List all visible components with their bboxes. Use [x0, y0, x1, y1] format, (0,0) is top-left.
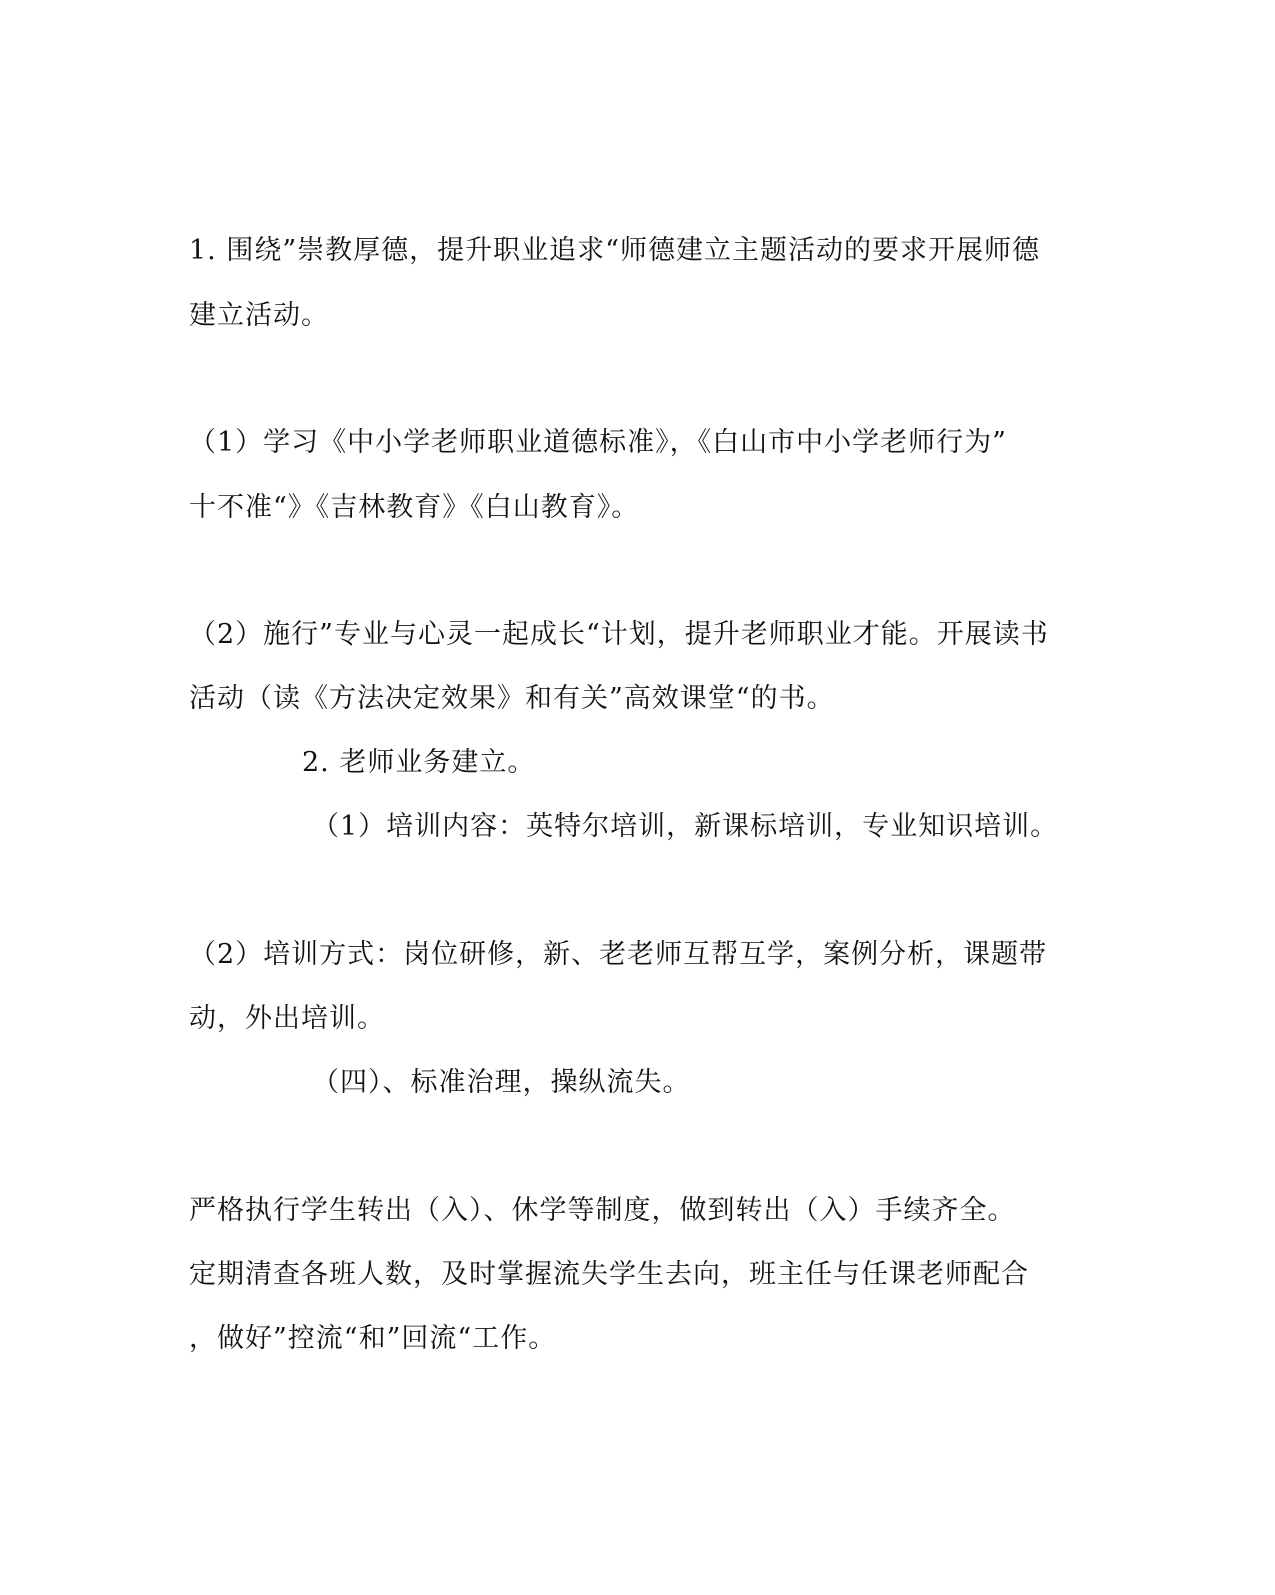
- paragraph-line-2: 建立活动。: [189, 300, 329, 331]
- paragraph-line-1: 1. 围绕”崇教厚德，提升职业追求“师德建立主题活动的要求开展师德: [189, 235, 1040, 266]
- paragraph-line-5: （2）施行”专业与心灵一起成长“计划，提升老师职业才能。开展读书: [189, 619, 1049, 650]
- paragraph-line-9: （2）培训方式：岗位研修，新、老老师互帮互学，案例分析，课题带: [189, 939, 1048, 970]
- paragraph-line-8: （1）培训内容：英特尔培训，新课标培训，专业知识培训。: [312, 811, 1059, 842]
- paragraph-line-14: ，做好”控流“和”回流“工作。: [189, 1323, 557, 1354]
- section-heading-teacher-business: 2. 老师业务建立。: [302, 747, 536, 778]
- section-heading-four: （四）、标准治理，操纵流失。: [312, 1067, 691, 1098]
- paragraph-line-4: 十不准“》《吉林教育》《白山教育》。: [189, 492, 640, 523]
- paragraph-line-13: 定期清查各班人数，及时掌握流失学生去向，班主任与任课老师配合: [189, 1259, 1029, 1290]
- paragraph-line-10: 动，外出培训。: [189, 1003, 385, 1034]
- paragraph-line-12: 严格执行学生转出（入）、休学等制度，做到转出（入）手续齐全。: [189, 1195, 1016, 1226]
- paragraph-line-3: （1）学习《中小学老师职业道德标准》，《白山市中小学老师行为”: [189, 427, 1007, 458]
- paragraph-line-6: 活动（读《方法决定效果》和有关”高效课堂“的书。: [189, 683, 835, 714]
